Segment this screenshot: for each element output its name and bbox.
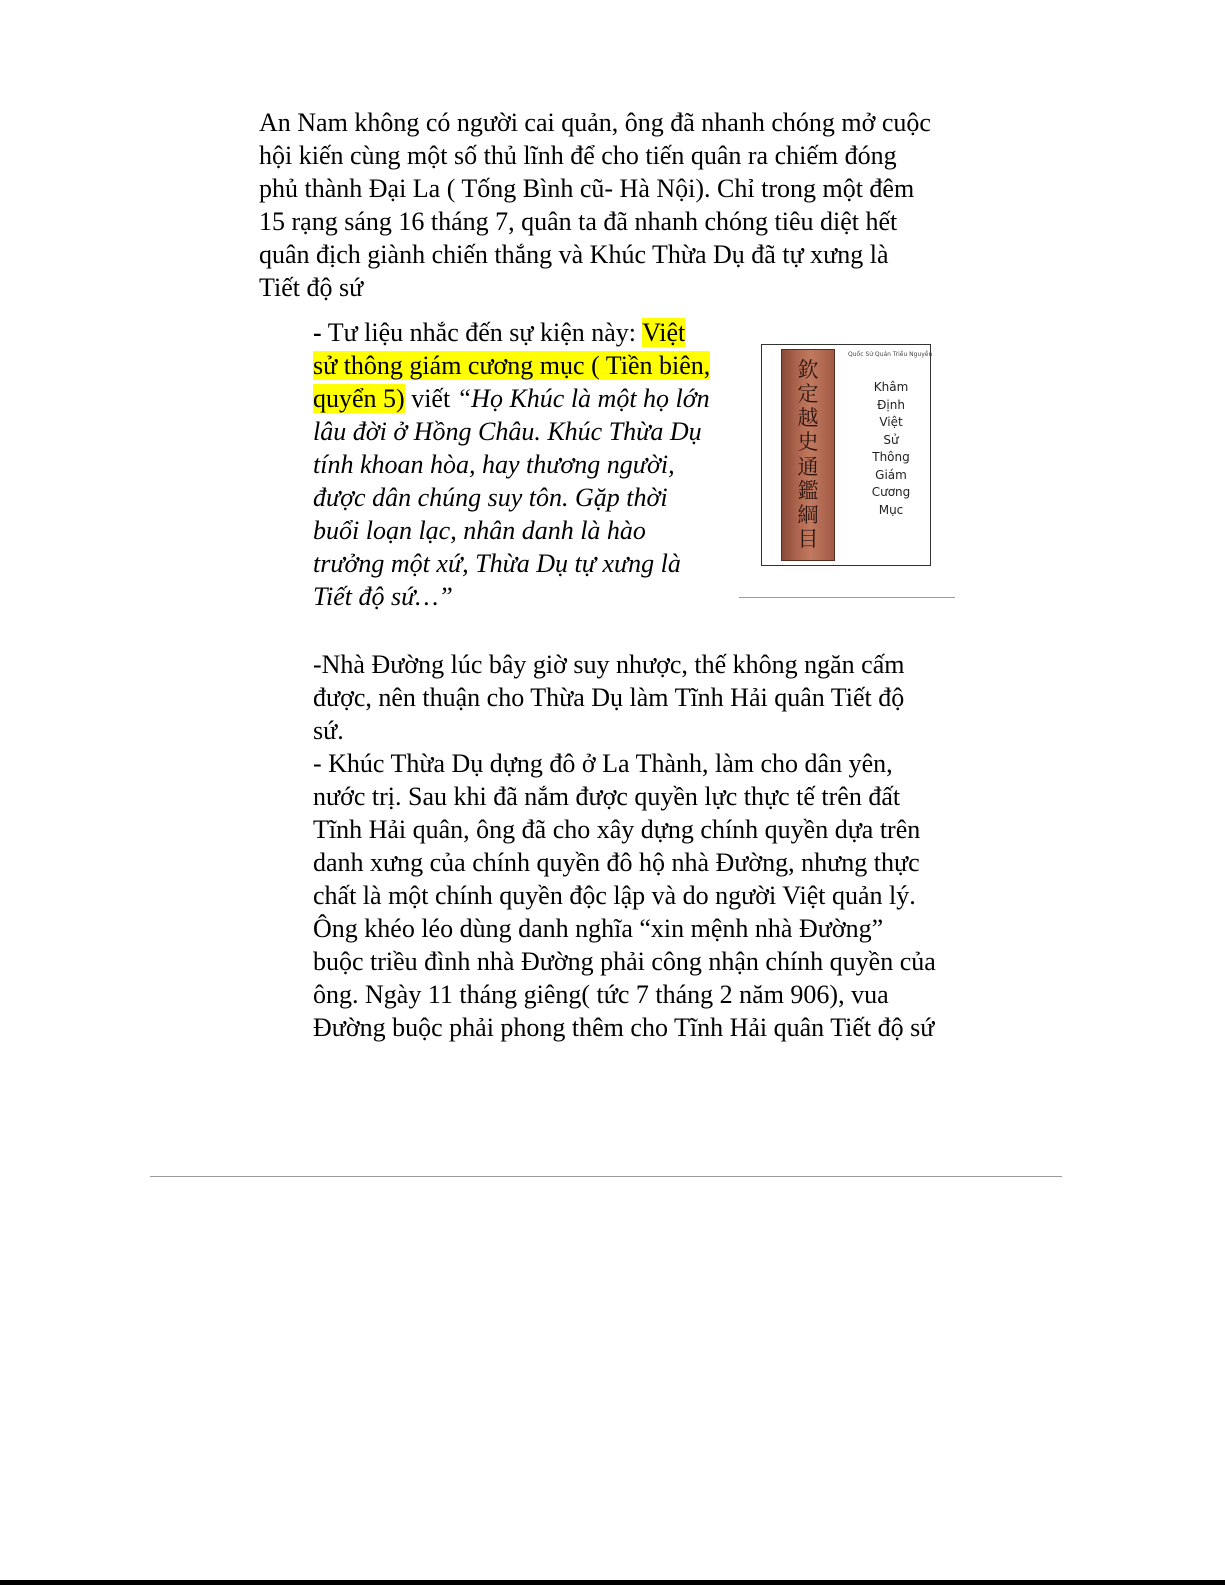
intro-line: Tiết độ sứ [259,273,364,302]
intro-line: hội kiến cùng một số thủ lĩnh để cho tiến quân ra chiếm đóng [259,141,897,170]
title-plaque [781,349,835,561]
intro-line: An Nam không có người cai quản, ông đã nhanh chóng mở cuộc [259,108,931,137]
body-line: sứ. [313,716,344,745]
source-quote-paragraph [313,316,733,613]
quote-italic-line: được dân chúng suy tôn. Gặp thời [313,483,668,512]
quote-line [313,349,733,382]
plaque-character: 目 [797,527,819,552]
title-word: Việt [879,415,903,429]
quote-lead-text: Tư liệu nhắc đến sự kiện này: [321,318,643,347]
quote-italic-line: tính khoan hòa, hay thương người, [313,450,675,479]
body-line: buộc triều đình nhà Đường phải công nhận chính quyền của [313,947,936,976]
intro-line: phủ thành Đại La ( Tống Bình cũ- Hà Nội). Chỉ trong một đêm [259,174,915,203]
title-word: Giám [875,467,907,482]
body-line: Tĩnh Hải quân, ông đã cho xây dựng chính quyền dựa trên [313,815,921,844]
plaque-character: 越 [797,406,819,431]
body-line: được, nên thuận cho Thừa Dụ làm Tĩnh Hải quân Tiết độ [313,683,905,712]
body-line: Đường buộc phải phong thêm cho Tĩnh Hải quân Tiết độ sứ [313,1013,935,1042]
plaque-character: 定 [797,381,819,406]
figure-divider [739,597,955,598]
highlighted-source-title: Việt [642,318,686,347]
quote-italic-line: buổi loạn lạc, nhân danh là hào [313,516,646,545]
publisher-caption: Quốc Sử Quán Triều Nguyễn [848,351,933,358]
book-title-stack [858,379,924,519]
plaque-character: 綱 [797,503,819,528]
body-line: ông. Ngày 11 tháng giêng( tức 7 tháng 2 năm 906), vua [313,980,889,1009]
body-line: danh xưng của chính quyền đô hộ nhà Đường, nhưng thực [313,848,920,877]
plaque-character: 通 [797,454,819,479]
plaque-character: 欽 [797,357,819,382]
title-word: Định [877,397,905,412]
plaque-character: 史 [797,430,819,455]
quote-line [313,316,733,349]
book-cover-image [739,318,955,598]
title-word: Thông [872,450,910,464]
body-line: nước trị. Sau khi đã nắm được quyền lực thực tế trên đất [313,782,901,811]
bullet-dash: - [313,318,322,347]
title-word: Khâm [873,380,909,394]
quote-verb: viết [404,384,457,413]
footnote-separator [150,1176,1062,1177]
highlighted-source-title: sử thông giám cương mục ( Tiền biên, [313,351,711,380]
title-word: Cương [871,485,911,499]
intro-paragraph [259,106,979,304]
quote-italic-line: lâu đời ở Hồng Châu. Khúc Thừa Dụ [313,417,702,446]
body-line: chất là một chính quyền độc lập và do người Việt quản lý. [313,881,916,910]
body-line: - Khúc Thừa Dụ dựng đô ở La Thành, làm cho dân yên, [313,749,893,778]
body-line: -Nhà Đường lúc bây giờ suy nhược, thế không ngăn cấm [313,650,905,679]
title-word: Sử [883,432,899,447]
quote-line [313,382,733,415]
title-word: Mục [878,502,904,517]
highlighted-source-title: quyển 5) [313,384,405,413]
quote-italic-line: trưởng một xứ, Thừa Dụ tự xưng là [313,549,681,578]
intro-line: quân địch giành chiến thắng và Khúc Thừa Dụ đã tự xưng là [259,240,889,269]
page-bottom-border [0,1580,1225,1585]
quote-italic-line: Tiết độ sứ…” [313,582,453,611]
body-paragraphs [313,648,973,1044]
plaque-character: 鑑 [797,478,819,503]
quote-italic-text: “Họ Khúc là một họ lớn [456,384,710,413]
body-line: Ông khéo léo dùng danh nghĩa “xin mệnh nhà Đường” [313,914,884,943]
book-cover-frame [761,344,931,566]
intro-line: 15 rạng sáng 16 tháng 7, quân ta đã nhanh chóng tiêu diệt hết [259,207,898,236]
